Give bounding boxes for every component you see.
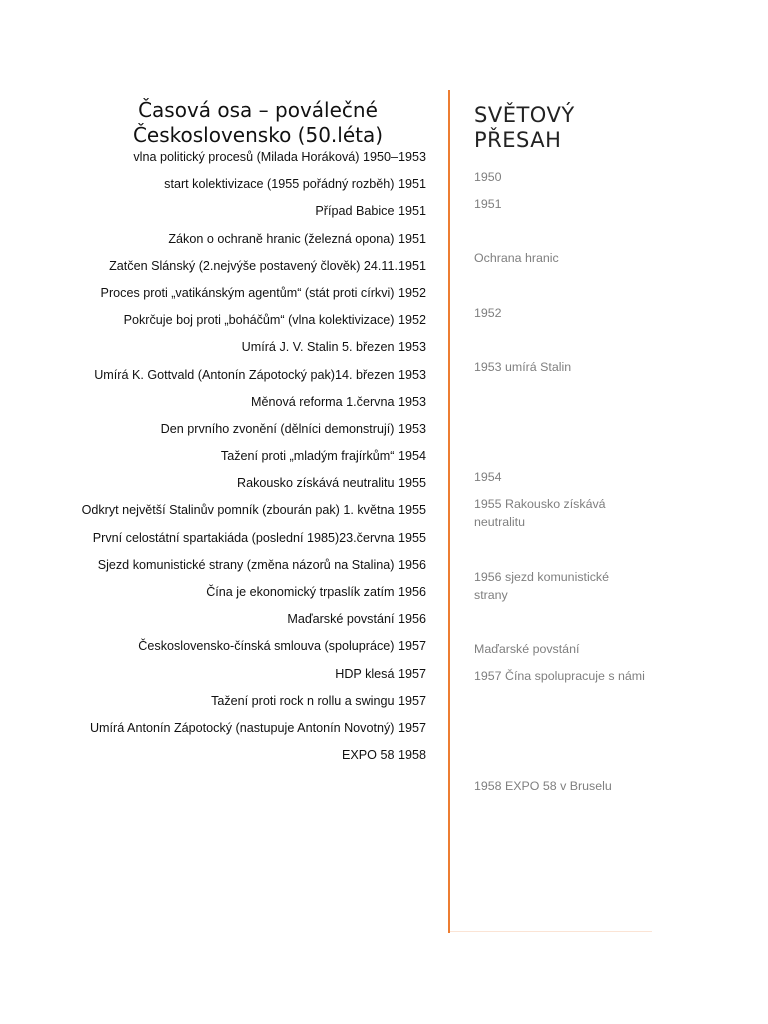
timeline-entry: Den prvního zvonění (dělníci demonstrují) 1953 bbox=[160, 421, 426, 436]
timeline-entry: Zákon o ochraně hranic (železná opona) 1951 bbox=[168, 231, 426, 246]
timeline-entry: Umírá Antonín Zápotocký (nastupuje Antonín Novotný) 1957 bbox=[89, 720, 426, 735]
sidebar-item: 1951 bbox=[474, 197, 502, 211]
sidebar-title-line-1: SVĚTOVÝ bbox=[474, 103, 575, 127]
sidebar-item: Maďarské povstání bbox=[474, 642, 580, 656]
timeline-entry: Tažení proti „mladým frajírkům“ 1954 bbox=[220, 449, 426, 464]
page-title-line-2: Československo (50.léta) bbox=[132, 123, 384, 147]
timeline-entry: Umírá K. Gottvald (Antonín Zápotocký pak)14. březen 1953 bbox=[94, 367, 426, 382]
page-title-line-1: Časová osa – poválečné bbox=[138, 98, 378, 122]
sidebar-item: Ochrana hranic bbox=[474, 251, 559, 265]
timeline-entry: Umírá J. V. Stalin 5. březen 1953 bbox=[241, 340, 426, 355]
timeline-entry: Čína je ekonomický trpaslík zatím 1956 bbox=[206, 585, 426, 599]
page-title bbox=[110, 98, 406, 148]
sidebar-item: 1957 Čína spolupracuje s námi bbox=[474, 669, 645, 683]
sidebar-divider bbox=[448, 90, 450, 933]
sidebar-item: 1953 umírá Stalin bbox=[474, 360, 572, 374]
timeline-entry: Měnová reforma 1.června 1953 bbox=[250, 394, 426, 409]
sidebar-item: 1952 bbox=[474, 306, 502, 320]
timeline-entry: Pokrčuje boj proti „boháčům“ (vlna kolektivizace) 1952 bbox=[123, 313, 426, 328]
sidebar-item: 1950 bbox=[474, 170, 502, 184]
timeline-entry: Maďarské povstání 1956 bbox=[287, 612, 426, 627]
sidebar-title-line-2: PŘESAH bbox=[474, 128, 562, 152]
timeline-entry: EXPO 58 1958 bbox=[341, 748, 426, 763]
sidebar-item: 1954 bbox=[474, 470, 502, 484]
sidebar-item: 1956 sjezd komunistické strany bbox=[474, 570, 609, 602]
timeline-list bbox=[80, 149, 426, 774]
sidebar-title bbox=[474, 103, 654, 153]
timeline-entry: Případ Babice 1951 bbox=[315, 204, 426, 219]
timeline-entry: HDP klesá 1957 bbox=[335, 666, 426, 681]
sidebar-bottom-rule bbox=[450, 931, 652, 932]
timeline-entry: start kolektivizace (1955 pořádný rozběh) 1951 bbox=[164, 177, 426, 192]
timeline-entry: Proces proti „vatikánským agentům“ (stát proti církvi) 1952 bbox=[100, 285, 426, 300]
timeline-entry: Rakousko získává neutralitu 1955 bbox=[236, 476, 426, 491]
sidebar-item: 1955 Rakousko získává neutralitu bbox=[474, 497, 606, 529]
timeline-entry: Odkryt největší Stalinův pomník (zbourán pak) 1. května 1955 bbox=[81, 503, 426, 518]
sidebar-item: 1958 EXPO 58 v Bruselu bbox=[474, 779, 612, 793]
timeline-entry: vlna politický procesů (Milada Horáková) 1950–1953 bbox=[133, 150, 426, 164]
timeline-entry: Tažení proti rock n rollu a swingu 1957 bbox=[211, 693, 426, 708]
timeline-entry: První celostátní spartakiáda (poslední 1985)23.června 1955 bbox=[92, 530, 426, 545]
timeline-entry: Zatčen Slánský (2.nejvýše postavený člověk) 24.11.1951 bbox=[109, 258, 426, 273]
timeline-entry: Československo-čínská smlouva (spolupráce) 1957 bbox=[138, 639, 426, 654]
timeline-entry: Sjezd komunistické strany (změna názorů na Stalina) 1956 bbox=[97, 557, 426, 572]
